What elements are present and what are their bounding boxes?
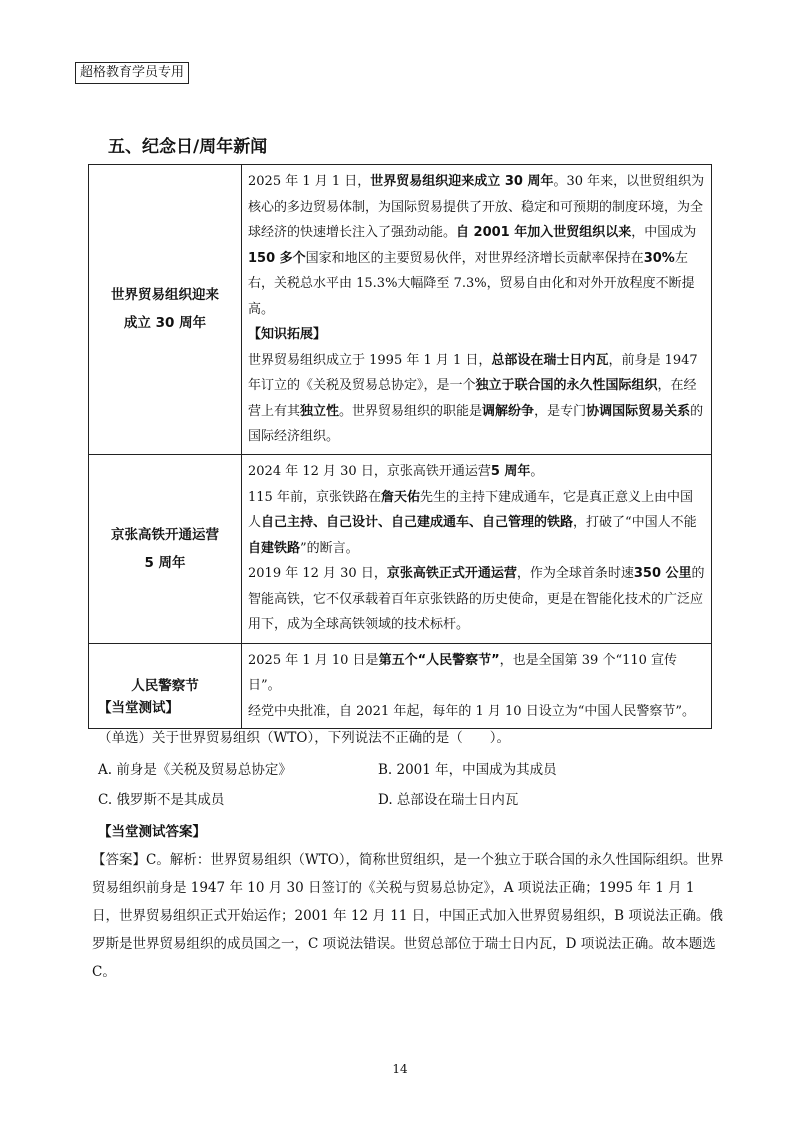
quiz-options-row xyxy=(98,758,722,778)
paragraph xyxy=(248,561,705,638)
quiz-question: （单选）关于世界贸易组织（WTO），下列说法不正确的是（ ）。 xyxy=(98,730,510,746)
option-b: B. 2001 年，中国成为其成员 xyxy=(378,762,557,778)
page-number: 14 xyxy=(392,1062,408,1076)
text: 先生的主持下建成通车，它是真正意义上由中国人 xyxy=(248,489,693,531)
bold-text: 总部设在瑞士日内瓦 xyxy=(491,352,609,368)
bold-text: 自己主持、自己设计、自己建成通车、自己管理的铁路 xyxy=(261,515,574,531)
quiz-heading-text: 【当堂测试】 xyxy=(98,700,179,716)
text: ，前身是 1947 年订立的《关税及贸易总协定》，是一个 xyxy=(248,352,698,393)
topic-line: 京张高铁开通运营 xyxy=(111,526,219,543)
text: 2025 年 1 月 1 日， xyxy=(248,174,371,189)
text: 2019 年 12 月 30 日， xyxy=(248,566,387,582)
text: ，也是全国第 39 个“110 宣传日”。 xyxy=(248,652,678,693)
topic-cell xyxy=(89,454,242,643)
topic-line: 5 周年 xyxy=(144,554,186,571)
bold-text: 调解纷争 xyxy=(482,403,535,419)
bold-text: 协调国际贸易关系 xyxy=(586,403,691,419)
text: ，在经营上有其 xyxy=(248,378,697,419)
text: 的智能高铁，它不仅承载着百年京张铁路的历史使命，更是在智能化技术的广泛应用下，成为全球高铁领域的技术标杆。 xyxy=(248,566,705,633)
answer-heading-text: 【当堂测试答案】 xyxy=(98,824,206,840)
text: 。 xyxy=(530,464,544,480)
text: 。世界贸易组织的职能是 xyxy=(339,403,483,419)
answer-paragraph: 【答案】C。解析：世界贸易组织（WTO），简称世贸组织，是一个独立于联合国的永久性国际组织。世界贸易组织前身是 1947 年 10 月 30 日签订的《关税与贸易总协定》，A 项说法正确；1995 年 1 月 1 日，世界贸易组织正式开始运作；2001 年 12 月 11 日，中国正式加入世界贸易组织，B 项说法正确。俄罗斯是世界贸易组织的成员国之一，C 项说法错误。世贸总部位于瑞士日内瓦，D 项说法正确。故本题选 C。 xyxy=(92,852,724,980)
text: ，中国成为 xyxy=(631,225,697,240)
bold-text: 30% xyxy=(643,250,675,266)
table-row xyxy=(89,165,712,455)
text: ”的断言。 xyxy=(300,540,359,556)
bold-text: 自 2001 年加入世贸组织以来 xyxy=(456,225,632,240)
answer-heading xyxy=(98,820,722,840)
content-cell xyxy=(242,165,712,455)
bold-text: 独立性 xyxy=(300,403,340,419)
watermark-stamp: 超格教育学员专用 xyxy=(75,62,189,84)
topic-line: 成立 30 周年 xyxy=(123,315,207,332)
text: 115 年前，京张铁路在 xyxy=(248,489,381,505)
bold-text: 詹天佑 xyxy=(380,489,420,505)
text: 世界贸易组织成立于 1995 年 1 月 1 日， xyxy=(248,352,492,368)
text: ，是专门 xyxy=(534,403,587,419)
topic-cell xyxy=(89,165,242,455)
bold-text: 世界贸易组织迎来成立 30 周年 xyxy=(370,174,554,189)
content-cell xyxy=(242,454,712,643)
topic-line: 人民警察节 xyxy=(131,677,199,694)
section-title: 五、纪念日/周年新闻 xyxy=(108,137,268,157)
option-c: C. 俄罗斯不是其成员 xyxy=(98,792,225,808)
paragraph xyxy=(248,485,705,562)
text: 的国际经济组织。 xyxy=(248,403,704,444)
bold-text: 5 周年 xyxy=(490,464,531,480)
paragraph: 经党中央批准，自 2021 年起，每年的 1 月 10 日设立为“中国人民警察节”。 xyxy=(248,703,695,719)
text: 2025 年 1 月 10 日是 xyxy=(248,652,379,668)
quiz-heading xyxy=(98,696,722,716)
text: 国家和地区的主要贸易伙伴，对世界经济增长贡献率保持在 xyxy=(305,250,644,266)
text: 。30 年来，以世贸组织为核心的多边贸易体制，为国际贸易提供了开放、稳定和可预期的制度环境，为全球经济的快速增长注入了强劲动能。 xyxy=(248,174,705,240)
bold-text: 第五个“人民警察节” xyxy=(378,652,500,668)
knowledge-label: 【知识拓展】 xyxy=(248,327,327,342)
topic-line: 世界贸易组织迎来 xyxy=(111,287,219,304)
paragraph xyxy=(248,648,705,699)
paragraph xyxy=(248,169,705,322)
bold-text: 京张高铁正式开通运营 xyxy=(386,566,517,582)
text: ，打破了“中国人不能 xyxy=(573,515,697,531)
quiz-options-row xyxy=(98,788,722,808)
bold-text: 独立于联合国的永久性国际组织 xyxy=(475,378,658,393)
anniversary-table xyxy=(88,164,712,729)
text: 左右，关税总水平由 15.3%大幅降至 7.3%，贸易自由化和对外开放程度不断提高。 xyxy=(248,250,695,317)
text: 2024 年 12 月 30 日，京张高铁开通运营 xyxy=(248,464,491,480)
bold-text: 自建铁路 xyxy=(248,540,301,556)
bold-text: 350 公里 xyxy=(633,566,692,582)
paragraph xyxy=(248,459,705,485)
option-a: A. 前身是《关税及贸易总协定》 xyxy=(98,762,292,778)
paragraph xyxy=(248,348,705,450)
table-row xyxy=(89,454,712,643)
text: ，作为全球首条时速 xyxy=(516,566,634,582)
bold-text: 150 多个 xyxy=(248,250,306,266)
option-d: D. 总部设在瑞士日内瓦 xyxy=(378,792,519,808)
